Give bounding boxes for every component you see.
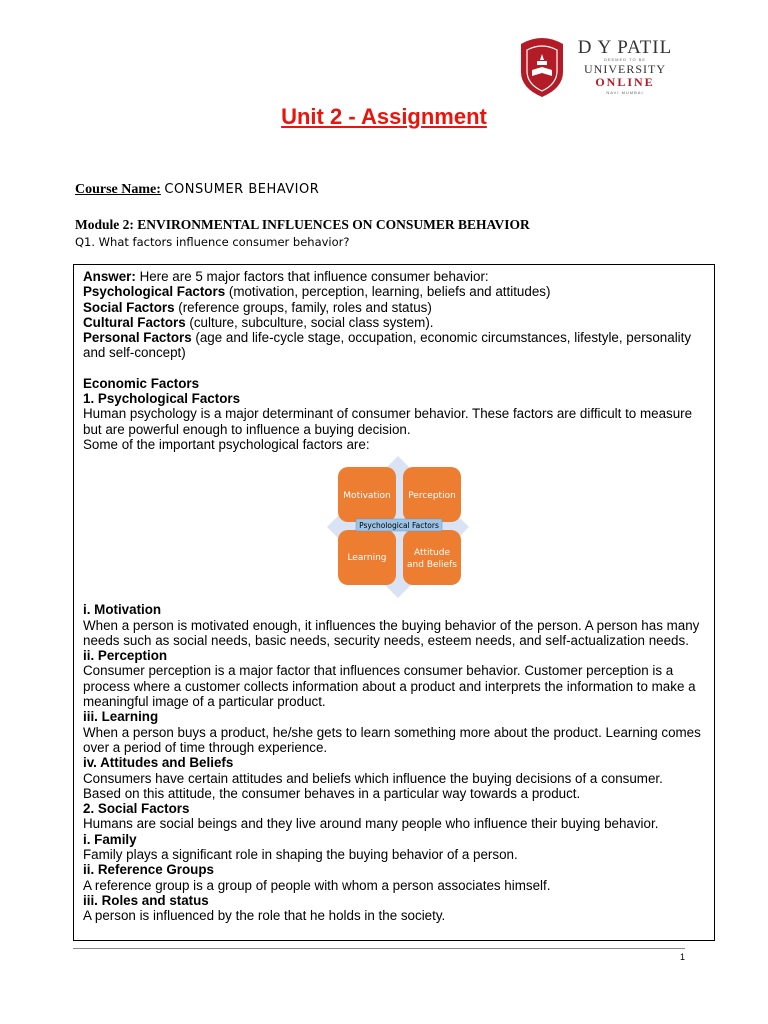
psychological-factors-diagram bbox=[323, 452, 473, 602]
section-text: Consumer perception is a major factor that influences consumer behavior. Customer perception is a process where a customer collects information about a product and interprets the information to make a meaningful image of a particular product. bbox=[83, 663, 696, 710]
page-title: Unit 2 - Assignment bbox=[281, 104, 487, 129]
section-heading bbox=[83, 709, 703, 724]
section-text: Family plays a significant role in shaping the buying behavior of a person. bbox=[83, 847, 518, 863]
answer-intro bbox=[83, 269, 703, 284]
section-text: When a person buys a product, he/she gets to learn something more about the product. Learning comes over a period of time through experience. bbox=[83, 724, 701, 755]
logo-name: D Y PATIL bbox=[577, 37, 673, 58]
section-heading-text: iii. Learning bbox=[83, 709, 159, 725]
question-text: Q1. What factors influence consumer behavior? bbox=[75, 235, 350, 249]
university-logo bbox=[517, 34, 677, 98]
factor-text: (reference groups, family, roles and status) bbox=[174, 299, 432, 315]
section-text: A person is influenced by the role that he holds in the society. bbox=[83, 908, 446, 924]
logo-text bbox=[573, 38, 677, 95]
course-line bbox=[75, 182, 319, 198]
section-heading-text: i. Family bbox=[83, 831, 137, 847]
section-heading-text: iv. Attitudes and Beliefs bbox=[83, 755, 234, 771]
section-text: Consumers have certain attitudes and beliefs which influence the buying decisions of a consumer. Based on this attitude, the consumer behaves in a particular way towards a product. bbox=[83, 770, 663, 801]
section-heading bbox=[83, 893, 703, 908]
psych-intro: Some of the important psychological factors are: bbox=[83, 436, 370, 452]
factor-label: Psychological Factors bbox=[83, 284, 226, 300]
psych-heading bbox=[83, 391, 703, 406]
footer-divider bbox=[73, 948, 685, 949]
logo-location: NAVI MUMBAI bbox=[606, 90, 644, 95]
factor-label: Cultural Factors bbox=[83, 314, 186, 330]
economic-heading-text: Economic Factors bbox=[83, 375, 200, 391]
factor-item bbox=[83, 330, 703, 361]
answer-content bbox=[83, 269, 703, 924]
factor-item bbox=[83, 315, 703, 330]
factor-text: (age and life-cycle stage, occupation, economic circumstances, lifestyle, personality and self-concept) bbox=[83, 330, 692, 361]
section-heading bbox=[83, 602, 703, 617]
factor-label: Personal Factors bbox=[83, 330, 192, 346]
section-heading bbox=[83, 862, 703, 877]
diagram-label-learning: Learning bbox=[347, 553, 387, 564]
factor-item bbox=[83, 300, 703, 315]
section-heading-text: i. Motivation bbox=[83, 602, 162, 618]
shield-logo-icon bbox=[517, 34, 567, 98]
section-heading-text: ii. Reference Groups bbox=[83, 862, 214, 878]
diagram-label-beliefs: and Beliefs bbox=[407, 560, 457, 571]
section-text: When a person is motivated enough, it influences the buying behavior of the person. A person has many needs such as social needs, basic needs, security needs, esteem needs, and self-actualization needs. bbox=[83, 617, 700, 648]
factor-item bbox=[83, 284, 703, 299]
diagram-label-motivation: Motivation bbox=[343, 491, 391, 502]
module-heading: Module 2: ENVIRONMENTAL INFLUENCES ON CONSUMER BEHAVIOR bbox=[75, 217, 530, 232]
economic-heading bbox=[83, 376, 703, 391]
diagram-label-perception: Perception bbox=[408, 491, 456, 502]
course-value: CONSUMER BEHAVIOR bbox=[164, 182, 320, 197]
section-heading-text: iii. Roles and status bbox=[83, 892, 209, 908]
logo-subtitle: DEEMED TO BE bbox=[603, 57, 647, 62]
diagram-label-attitude: Attitude bbox=[413, 548, 451, 559]
answer-label: Answer: bbox=[83, 269, 136, 284]
section-heading bbox=[83, 755, 703, 770]
answer-intro-text: Here are 5 major factors that influence consumer behavior: bbox=[135, 269, 489, 284]
factor-text: (culture, subculture, social class system). bbox=[185, 314, 434, 330]
section-heading bbox=[83, 832, 703, 847]
section-heading-text: ii. Perception bbox=[83, 648, 168, 664]
section-heading-text: 2. Social Factors bbox=[83, 801, 190, 817]
section-heading bbox=[83, 648, 703, 663]
logo-online: ONLINE bbox=[595, 75, 655, 89]
logo-university: UNIVERSITY bbox=[584, 62, 666, 76]
psych-text: Human psychology is a major determinant of consumer behavior. These factors are difficult to measure but are powerful enough to influence a buying decision. bbox=[83, 406, 693, 437]
page-number: 1 bbox=[680, 952, 686, 962]
section-heading bbox=[83, 801, 703, 816]
course-label: Course Name: bbox=[75, 182, 161, 197]
diagram-center-label: Psychological Factors bbox=[359, 521, 439, 531]
factor-label: Social Factors bbox=[83, 299, 175, 315]
psych-heading-text: 1. Psychological Factors bbox=[83, 391, 241, 407]
factor-text: (motivation, perception, learning, beliefs and attitudes) bbox=[225, 284, 551, 300]
section-text: A reference group is a group of people with whom a person associates himself. bbox=[83, 877, 551, 893]
section-text: Humans are social beings and they live around many people who influence their buying behavior. bbox=[83, 816, 659, 832]
